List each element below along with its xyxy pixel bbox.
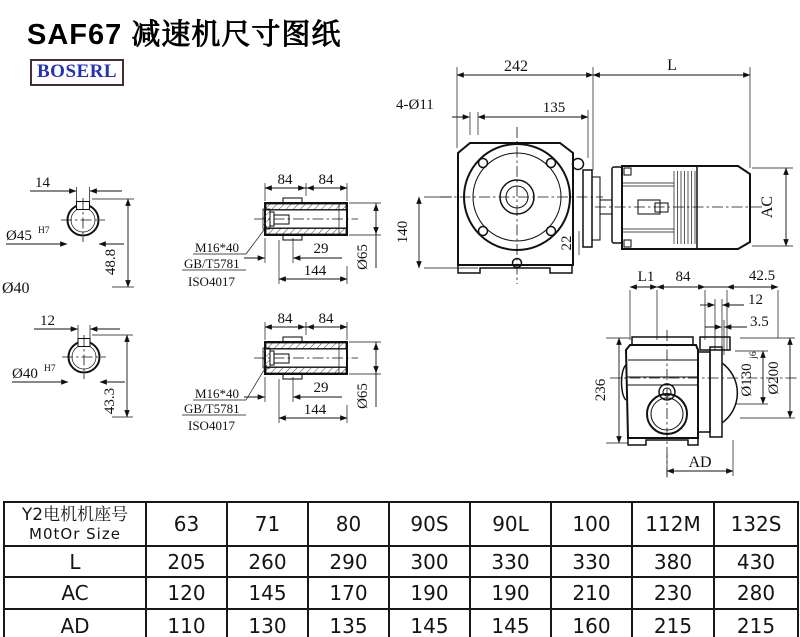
- table-row-AD: [4, 609, 798, 637]
- dim-hub-len-b-top: 84: [318, 172, 334, 188]
- dim-center-height: 140: [395, 220, 411, 244]
- dim-key-width-top: 14: [35, 175, 50, 191]
- dim-bore-bottom-tolerance: H7: [44, 364, 56, 374]
- dim-total-len-bottom: 144: [303, 402, 327, 418]
- view-side: [593, 268, 798, 478]
- dim-hub-len-b-bottom: 84: [318, 311, 334, 327]
- view-hollow-shaft-bottom: [182, 311, 381, 433]
- dim-key-height-bottom: 43.3: [102, 387, 118, 415]
- dim-hub-len-a-top: 84: [277, 172, 293, 188]
- table-cell: 190: [389, 577, 470, 609]
- table-cell: 300: [389, 546, 470, 577]
- table-cell: 230: [632, 577, 714, 609]
- column-header: 71: [227, 502, 308, 546]
- dim-motor-length: L: [667, 57, 677, 74]
- row-label: AD: [4, 609, 146, 637]
- dim-bore-top-tolerance: H7: [38, 226, 50, 236]
- table-cell: 190: [470, 577, 551, 609]
- column-header: 63: [146, 502, 227, 546]
- view-hollow-shaft-top: [182, 172, 381, 289]
- dim-spigot-tolerance: j6: [749, 351, 759, 359]
- row-label: L: [4, 546, 146, 577]
- column-header: 100: [551, 502, 632, 546]
- table-row-L: [4, 546, 798, 577]
- column-header: 132S: [714, 502, 798, 546]
- dim-42-5: 42.5: [748, 268, 776, 284]
- table-row-AC: [4, 577, 798, 609]
- dim-hub-dia-top: Ø65: [355, 244, 371, 270]
- table-cell: 135: [308, 609, 389, 637]
- motor-size-table: [3, 501, 799, 637]
- table-cell: 280: [714, 577, 798, 609]
- header-en: M0tOr Size: [29, 525, 121, 543]
- label-std-gb-top: GB/T5781: [184, 256, 240, 271]
- table-cell: 170: [308, 577, 389, 609]
- table-cell: 160: [551, 609, 632, 637]
- dim-key-width-bottom: 12: [40, 313, 55, 329]
- label-std-iso-top: ISO4017: [188, 274, 235, 289]
- table-cell: 110: [146, 609, 227, 637]
- table-cell: 380: [632, 546, 714, 577]
- table-cell: 260: [227, 546, 308, 577]
- column-header: 80: [308, 502, 389, 546]
- table-cell: 330: [470, 546, 551, 577]
- label-mounting-holes: 4-Ø11: [396, 97, 434, 113]
- dim-bore-top: Ø45: [6, 228, 32, 244]
- dim-motor-height: AC: [759, 195, 776, 219]
- table-cell: 120: [146, 577, 227, 609]
- flange-bolt-hole: [547, 227, 556, 236]
- dim-l1: L1: [637, 269, 655, 285]
- dim-key-height-top: 48.8: [103, 248, 119, 276]
- label-screw-bottom: M16*40: [195, 386, 240, 401]
- label-std-gb-bottom: GB/T5781: [184, 401, 240, 416]
- table-cell: 145: [227, 577, 308, 609]
- dim-hub-dia-bottom: Ø65: [355, 383, 371, 409]
- flange-bolt-hole: [479, 227, 488, 236]
- dim-84: 84: [675, 269, 691, 285]
- bore-label: Ø40: [2, 280, 30, 297]
- view-main-front: [395, 57, 793, 284]
- brand-logo: BOSERL: [30, 59, 124, 86]
- dim-total-len-top: 144: [303, 263, 327, 279]
- label-screw-top: M16*40: [195, 240, 240, 255]
- table-cell: 215: [632, 609, 714, 637]
- column-header-motor-size: [4, 502, 146, 546]
- table-cell: 145: [470, 609, 551, 637]
- label-std-iso-bottom: ISO4017: [188, 418, 235, 433]
- dim-12: 12: [748, 292, 763, 308]
- dim-flange-dia: Ø200: [766, 361, 782, 395]
- page-title: SAF67 减速机尺寸图纸: [27, 19, 342, 51]
- dim-housing-length: 242: [504, 58, 528, 75]
- table-cell: 430: [714, 546, 798, 577]
- table-header-row: [4, 502, 798, 546]
- view-shaft-end-top: [6, 175, 134, 287]
- dim-hub-len-a-bottom: 84: [277, 311, 293, 327]
- table-cell: 205: [146, 546, 227, 577]
- column-header: 112M: [632, 502, 714, 546]
- dim-foot-offset: 22: [559, 235, 575, 251]
- dim-height-236: 236: [593, 378, 609, 402]
- table-cell: 330: [551, 546, 632, 577]
- dim-spigot-dia: Ø130: [739, 363, 755, 397]
- table-cell: 130: [227, 609, 308, 637]
- dim-screw-depth-top: 29: [313, 241, 329, 257]
- table-cell: 210: [551, 577, 632, 609]
- vent-plug: [573, 159, 584, 170]
- flange-bolt-hole: [479, 159, 488, 168]
- row-label: AC: [4, 577, 146, 609]
- view-shaft-end-bottom: [12, 313, 133, 417]
- dim-3-5: 3.5: [750, 314, 769, 330]
- header-cn: Y2电机机座号: [21, 505, 129, 525]
- dim-width-ad: AD: [688, 454, 712, 471]
- table-cell: 215: [714, 609, 798, 637]
- dim-flange-length: 135: [542, 100, 566, 116]
- flange-bolt-hole: [547, 159, 556, 168]
- dim-screw-depth-bottom: 29: [313, 380, 329, 396]
- column-header: 90L: [470, 502, 551, 546]
- table-cell: 145: [389, 609, 470, 637]
- dim-bore-bottom: Ø40: [12, 366, 38, 382]
- column-header: 90S: [389, 502, 470, 546]
- table-cell: 290: [308, 546, 389, 577]
